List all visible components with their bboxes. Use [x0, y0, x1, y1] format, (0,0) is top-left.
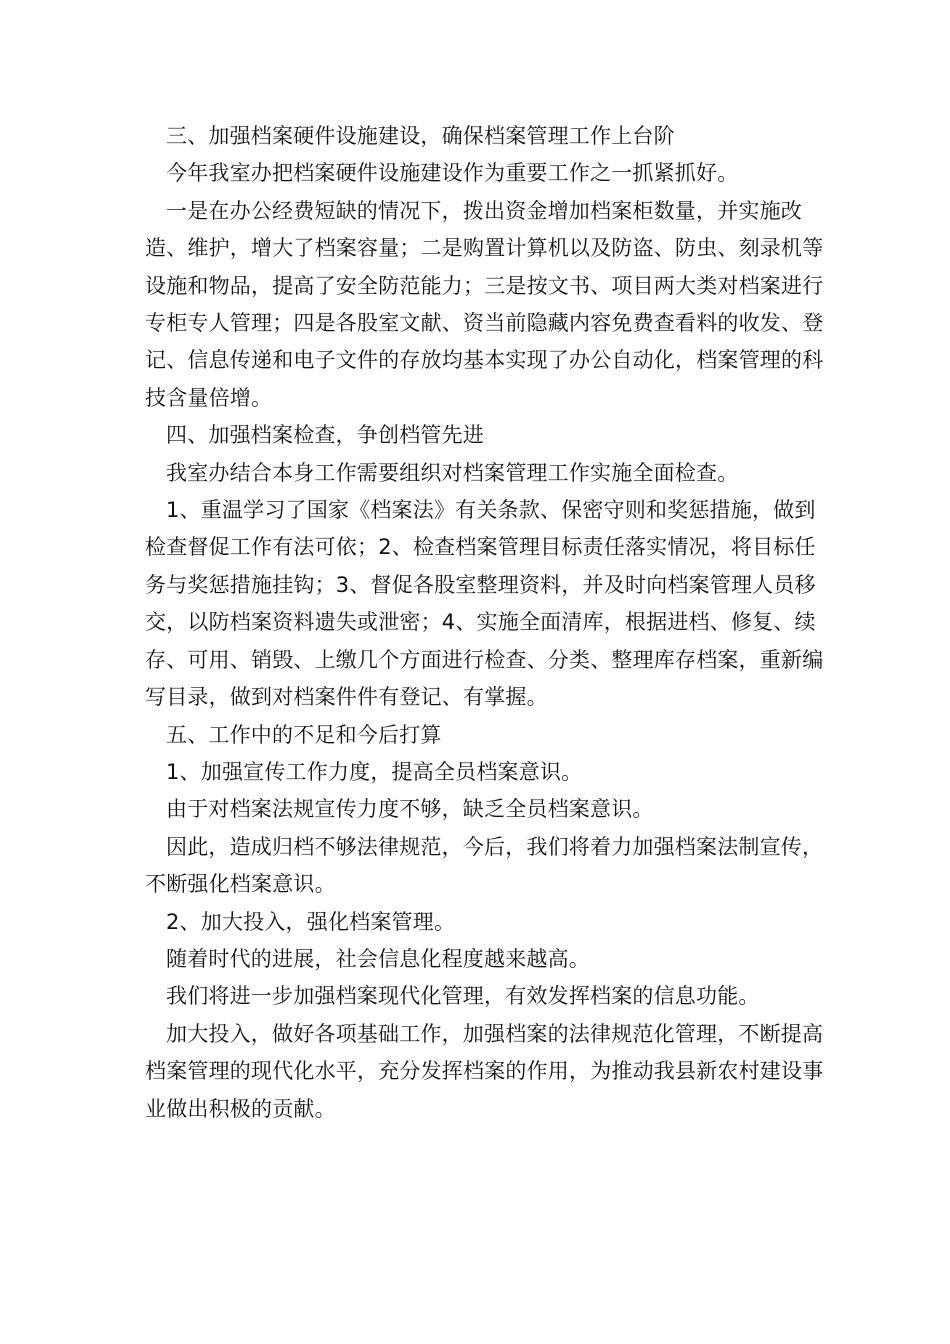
heading-section-5: 五、工作中的不足和今后打算 [166, 722, 442, 747]
paragraph: 因此，造成归档不够法律规范，今后，我们将着力加强档案法制宣传，不断强化档案意识。 [145, 834, 824, 897]
paragraph: 我室办结合本身工作需要组织对档案管理工作实施全面检查。 [166, 460, 739, 485]
paragraph: 1、重温学习了国家《档案法》有关条款、保密守则和奖惩措施，做到检查督促工作有法可依；2、检查档案管理目标责任落实情况，将目标任务与奖惩措施挂钩；3、督促各股室整理资料，并及时向档案管理人员移交，以防档案资料遗失或泄密；4、实施全面清库，根据进档、修复、续存、可用、销毁、上缴几个方面进行检查、分类、整理库存档案，重新编写目录，做到对档案件件有登记、有掌握。 [145, 498, 824, 710]
paragraph: 随着时代的进展，社会信息化程度越来越高。 [166, 946, 590, 971]
paragraph: 一是在办公经费短缺的情况下，拨出资金增加档案柜数量，并实施改造、维护，增大了档案容量；二是购置计算机以及防盗、防虫、刻录机等设施和物品，提高了安全防范能力；三是按文书、项目两大类对档案进行专柜专人管理；四是各股室文献、资当前隐藏内容免费查看料的收发、登记、信息传递和电子文件的存放均基本实现了办公自动化，档案管理的科技含量倍增。 [145, 198, 824, 410]
document-body [145, 118, 825, 1128]
paragraph: 由于对档案法规宣传力度不够，缺乏全员档案意识。 [166, 797, 654, 822]
paragraph: 加大投入，做好各项基础工作，加强档案的法律规范化管理，不断提高档案管理的现代化水平，充分发挥档案的作用，为推动我县新农村建设事业做出积极的贡献。 [145, 1021, 824, 1121]
sub-heading-1: 1、加强宣传工作力度，提高全员档案意识。 [166, 759, 583, 784]
sub-heading-2: 2、加大投入，强化档案管理。 [166, 909, 456, 934]
paragraph: 今年我室办把档案硬件设施建设作为重要工作之一抓紧抓好。 [166, 161, 739, 186]
heading-section-4: 四、加强档案检查，争创档管先进 [166, 423, 484, 448]
paragraph: 我们将进一步加强档案现代化管理，有效发挥档案的信息功能。 [166, 984, 760, 1009]
heading-section-3: 三、加强档案硬件设施建设，确保档案管理工作上台阶 [166, 124, 675, 148]
